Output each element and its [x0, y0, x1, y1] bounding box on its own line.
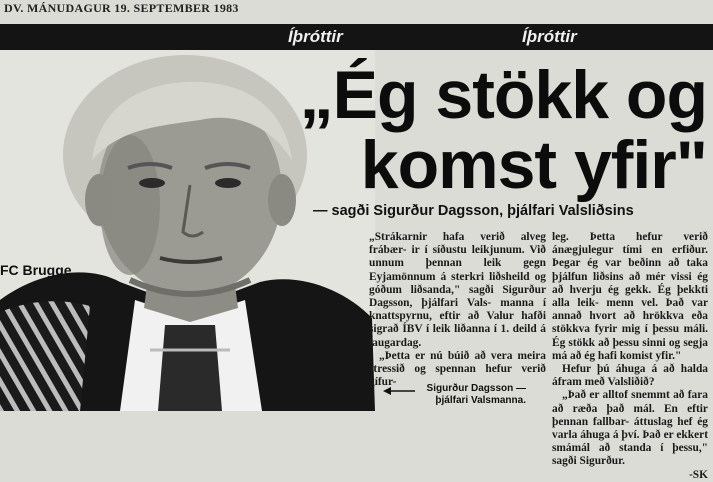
article-column-2: [552, 231, 708, 482]
subhead: — sagði Sigurður Dagsson, þjálfari Valsliðsins: [313, 203, 634, 219]
column-2-paragraph-1: leg. Þetta hefur verið ánægjulegur tími en erfiður. Þegar ég var beðinn að taka þjálfun liðsins að mér vissi ég að hverju ég gekk. Ég þekkti alla leik- menn vel. Það var annað hvort að hrökkva eða stökkva fyrir mig í þessu máli. Ég stökk að þessu sinni og segja má að ég hafi komist yfir.": [552, 231, 708, 362]
column-1-paragraph-1: „Strákarnir hafa verið alveg frábær- ir í síðustu leikjunum. Við unnum þennan leik gegn Eyjamönnum á sterkri liðsheild og góðum liðsanda," sagði Sigurður Dagsson, þjálfari Vals- manna í knattspyrnu, eftir að Valur hafði sigrað ÍBV í leik liðanna í 1. deild á laugardag.: [369, 231, 546, 349]
author-signature: -SK: [689, 468, 708, 481]
column-2-question: Hefur þú áhuga á að halda áfram með Valsliðið?: [552, 363, 708, 389]
caption-line-1: Sigurður Dagsson —: [426, 383, 526, 394]
column-2-paragraph-3: „Það er alltof snemmt að fara að ræða það mál. En eftir þennan fallbar- áttuslag hef ég varla áhuga á því. Það er ekkert smámál að standa í þessu," sagði Sigurður.: [552, 389, 708, 468]
photo-side-label: FC Brugge: [0, 262, 72, 278]
article-column-1: [369, 231, 546, 389]
section-label-right: Íþróttir: [522, 27, 577, 46]
section-bar: [0, 24, 713, 50]
headline-line-2: komst yfir": [360, 127, 707, 203]
caption-line-2: þjálfari Valsmanna.: [435, 394, 526, 406]
masthead-dateline: DV. MÁNUDAGUR 19. SEPTEMBER 1983: [4, 1, 239, 15]
headline-line-1: „Ég stökk og: [299, 57, 707, 133]
headline: [267, 57, 707, 203]
section-label-left: Íþróttir: [288, 27, 343, 46]
photo-caption: [398, 383, 526, 406]
column-1-paragraph-2: „Þetta er nú búið að vera meira stressið og spennan hefur verið gífur-: [369, 349, 546, 389]
